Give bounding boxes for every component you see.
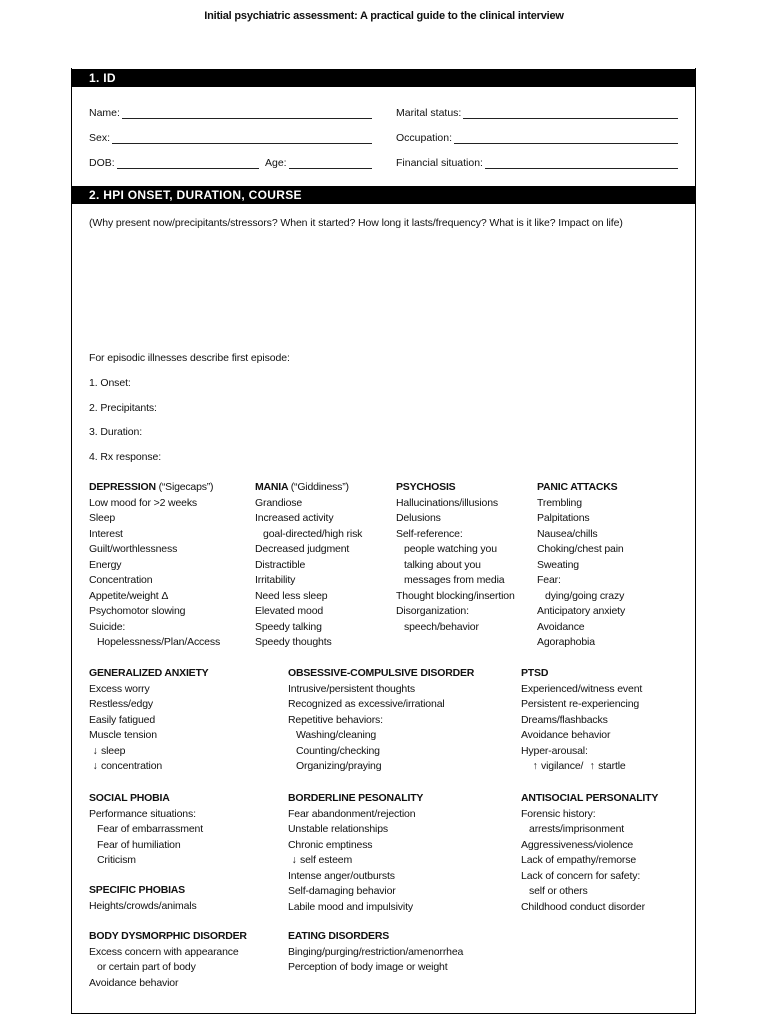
age-label: Age: [265, 157, 287, 169]
bdd-item: Excess concern with appearance [89, 945, 239, 958]
eating-title: EATING DISORDERS [288, 930, 390, 942]
depression-item: Psychomotor slowing [89, 605, 186, 617]
gad-item: ↓ sleep [89, 744, 209, 760]
specific-phobias-item: Heights/crowds/animals [89, 899, 197, 912]
ptsd-title: PTSD [521, 667, 549, 679]
ocd-item: Repetitive behaviors: [288, 713, 383, 726]
borderline-block [288, 791, 423, 915]
name-label: Name: [89, 107, 120, 119]
eating-block [288, 929, 463, 976]
antisocial-item: Forensic history: [521, 807, 596, 820]
ocd-item: Recognized as excessive/irrational [288, 698, 445, 710]
depression-item: Concentration [89, 574, 153, 586]
depression-item: Low mood for >2 weeks [89, 496, 198, 509]
specific-phobias-block [89, 883, 197, 914]
antisocial-item: Childhood conduct disorder [521, 900, 645, 913]
mania-subitem: goal-directed/high risk [263, 527, 363, 540]
down-arrow-icon: ↓ [92, 744, 98, 757]
marital-status-field[interactable] [396, 104, 678, 119]
panic-item: Fear: [537, 574, 561, 586]
panic-item: Palpitations [537, 512, 590, 524]
panic-block [537, 480, 625, 651]
mania-item: Elevated mood [255, 605, 324, 617]
dob-label: DOB: [89, 157, 115, 169]
depression-item: Interest [89, 527, 123, 540]
episodic-duration: 3. Duration: [89, 426, 143, 438]
mania-item: Need less sleep [255, 589, 328, 602]
panic-item: Trembling [537, 496, 582, 509]
mania-item: Speedy thoughts [255, 636, 332, 648]
antisocial-item: Aggressiveness/violence [521, 838, 634, 851]
gad-item: Muscle tension [89, 729, 157, 741]
hpi-prompt: (Why present now/precipitants/stressors? When it started? How long it lasts/frequency? What is it like? Impact on life) [89, 217, 623, 229]
borderline-item: Unstable relationships [288, 823, 389, 835]
ocd-subitem: Washing/cleaning [296, 729, 377, 741]
mania-item: Irritability [255, 574, 296, 586]
psychosis-item: Disorganization: [396, 605, 469, 617]
panic-item: Anticipatory anxiety [537, 605, 626, 617]
panic-subitem: dying/going crazy [545, 589, 625, 602]
psychosis-item: Delusions [396, 512, 441, 524]
section-header-id: 1. ID [71, 69, 696, 87]
ptsd-subitem: ↑ vigilance/ ↑ startle [521, 759, 642, 775]
social-phobia-item: Performance situations: [89, 807, 196, 820]
sex-field[interactable] [89, 129, 372, 144]
social-phobia-subitem: Criticism [97, 854, 136, 866]
ocd-block [288, 666, 474, 775]
panic-item: Choking/chest pain [537, 543, 624, 555]
psychosis-subitem: people watching you [404, 543, 497, 555]
antisocial-subitem: self or others [529, 885, 588, 897]
antisocial-subitem: arrests/imprisonment [529, 823, 625, 835]
antisocial-item: Lack of concern for safety: [521, 869, 641, 882]
episodic-onset: 1. Onset: [89, 377, 131, 389]
bdd-item: Avoidance behavior [89, 976, 179, 989]
document-title: Initial psychiatric assessment: A practical guide to the clinical interview [204, 10, 564, 22]
depression-item: Guilt/worthlessness [89, 543, 178, 555]
depression-item: Appetite/weight Δ [89, 589, 169, 602]
antisocial-block [521, 791, 658, 915]
bdd-title: BODY DYSMORPHIC DISORDER [89, 930, 247, 942]
psychosis-title: PSYCHOSIS [396, 481, 456, 493]
depression-item: Sleep [89, 512, 116, 524]
ptsd-item: Hyper-arousal: [521, 744, 588, 757]
eating-item: Binging/purging/restriction/amenorrhea [288, 945, 464, 958]
depression-item: Energy [89, 558, 122, 571]
mania-title: MANIA (“Giddiness”) [255, 481, 349, 493]
eating-item: Perception of body image or weight [288, 961, 448, 973]
mania-block [255, 480, 362, 651]
psychosis-subitem: talking about you [404, 558, 481, 571]
gad-item: Easily fatigued [89, 713, 156, 726]
episodic-rx-response: 4. Rx response: [89, 451, 162, 463]
mania-item: Distractible [255, 558, 306, 571]
ptsd-item: Persistent re-experiencing [521, 698, 640, 710]
up-arrow-icon: ↑ [589, 760, 595, 772]
antisocial-item: Lack of empathy/remorse [521, 854, 637, 866]
gad-item: Restless/edgy [89, 698, 153, 710]
episodic-intro: For episodic illnesses describe first episode: [89, 352, 290, 364]
sex-label: Sex: [89, 132, 111, 144]
psychosis-item: Hallucinations/illusions [396, 496, 499, 509]
down-arrow-icon: ↓ [92, 760, 98, 772]
occupation-label: Occupation: [396, 132, 453, 144]
occupation-field[interactable] [396, 129, 678, 144]
social-phobia-block [89, 791, 203, 869]
mania-item: Increased activity [255, 512, 334, 524]
mania-item: Grandiose [255, 496, 303, 509]
ocd-subitem: Organizing/praying [296, 760, 382, 772]
name-field[interactable] [89, 104, 372, 119]
psychosis-item: Thought blocking/insertion [396, 589, 515, 602]
ptsd-item: Avoidance behavior [521, 729, 611, 741]
ptsd-block [521, 666, 642, 775]
bdd-block [89, 929, 247, 991]
financial-situation-field[interactable] [396, 154, 678, 169]
ocd-item: Intrusive/persistent thoughts [288, 682, 415, 695]
ocd-title: OBSESSIVE-COMPULSIVE DISORDER [288, 667, 475, 679]
dob-field[interactable] [89, 154, 259, 169]
borderline-item: ↓ self esteem [288, 853, 423, 869]
ptsd-item: Dreams/flashbacks [521, 713, 608, 726]
social-phobia-title: SOCIAL PHOBIA [89, 792, 170, 804]
borderline-title: BORDERLINE PESONALITY [288, 792, 424, 804]
social-phobia-subitem: Fear of humiliation [97, 838, 181, 851]
psychosis-item: Self-reference: [396, 527, 463, 540]
psychosis-subitem: messages from media [404, 574, 505, 586]
social-phobia-subitem: Fear of embarrassment [97, 823, 203, 835]
ocd-subitem: Counting/checking [296, 744, 380, 757]
financial-situation-label: Financial situation: [396, 157, 483, 169]
panic-item: Nausea/chills [537, 527, 598, 540]
gad-item: Excess worry [89, 682, 150, 695]
down-arrow-icon: ↓ [291, 854, 297, 866]
depression-title: DEPRESSION (“Sigecaps”) [89, 481, 214, 493]
antisocial-title: ANTISOCIAL PERSONALITY [521, 792, 659, 804]
episodic-precipitants: 2. Precipitants: [89, 402, 157, 414]
borderline-item: Fear abandonment/rejection [288, 807, 416, 820]
borderline-item: Self-damaging behavior [288, 885, 396, 897]
gad-title: GENERALIZED ANXIETY [89, 667, 209, 679]
depression-item: Suicide: [89, 620, 126, 633]
marital-status-label: Marital status: [396, 107, 462, 119]
panic-item: Avoidance [537, 620, 585, 633]
panic-item: Sweating [537, 558, 579, 571]
panic-item: Agoraphobia [537, 636, 595, 648]
psychosis-block [396, 480, 515, 635]
borderline-item: Intense anger/outbursts [288, 869, 395, 882]
section-header-hpi: 2. HPI ONSET, DURATION, COURSE [71, 186, 696, 204]
depression-block [89, 480, 220, 651]
up-arrow-icon: ↑ [532, 760, 538, 772]
borderline-item: Labile mood and impulsivity [288, 900, 413, 913]
ptsd-item: Experienced/witness event [521, 682, 643, 695]
depression-subitem: Hopelessness/Plan/Access [97, 636, 221, 648]
mania-item: Speedy talking [255, 620, 322, 633]
gad-item: ↓ concentration [89, 759, 209, 775]
specific-phobias-title: SPECIFIC PHOBIAS [89, 884, 185, 896]
bdd-subitem: or certain part of body [97, 961, 196, 973]
borderline-item: Chronic emptiness [288, 838, 373, 851]
psychosis-subitem: speech/behavior [404, 620, 479, 633]
age-field[interactable] [265, 154, 372, 169]
panic-title: PANIC ATTACKS [537, 481, 618, 493]
mania-item: Decreased judgment [255, 543, 350, 555]
gad-block [89, 666, 209, 775]
